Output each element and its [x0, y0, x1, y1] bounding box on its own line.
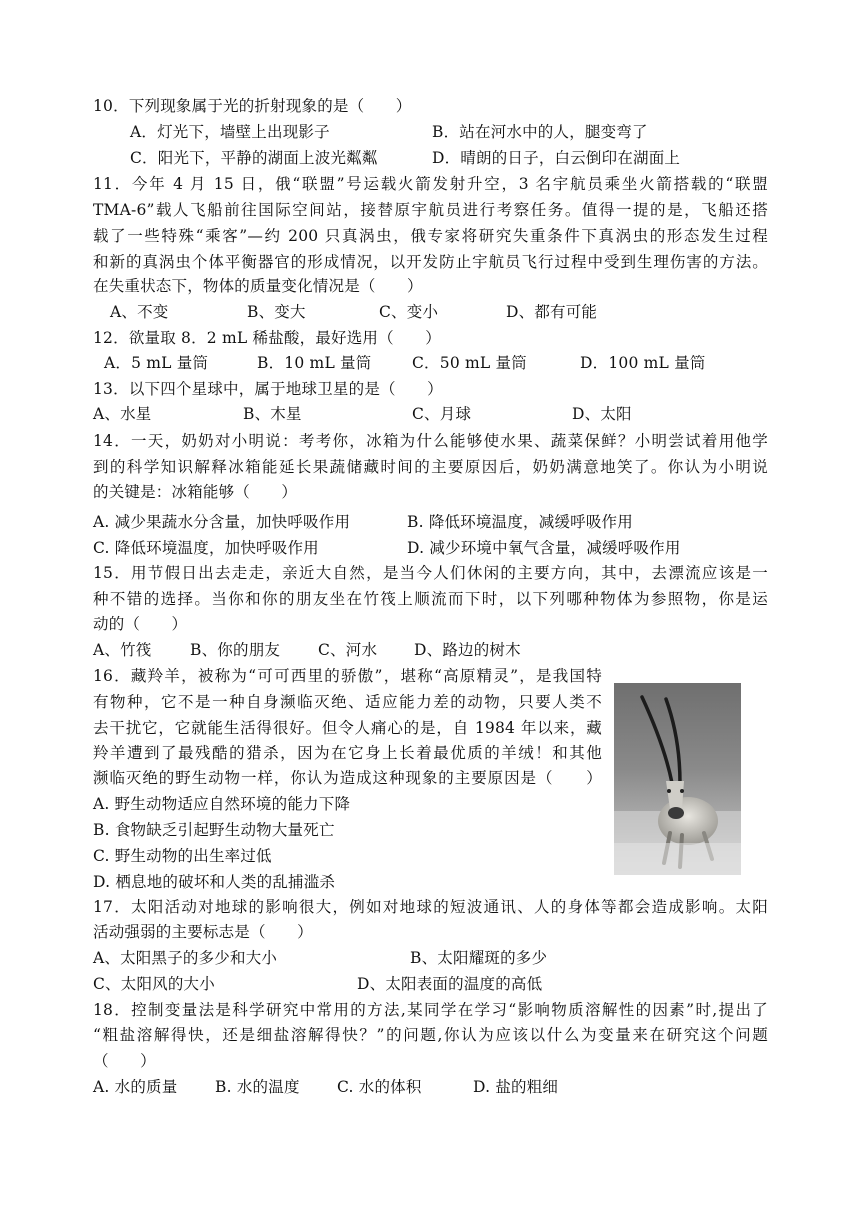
- q14-option-d: D. 减少环境中氧气含量，减缓呼吸作用: [407, 539, 681, 557]
- q11-option-d: D、都有可能: [506, 303, 598, 321]
- q18-option-c: C. 水的体积: [337, 1078, 422, 1096]
- q10-option-b: B．站在河水中的人，腿变弯了: [432, 123, 648, 141]
- q16-option-c: C. 野生动物的出生率过低: [93, 847, 272, 865]
- q10-option-a: A．灯光下，墙壁上出现影子: [130, 123, 330, 141]
- q15-option-c: C、河水: [318, 641, 378, 659]
- q11-stem-line3: 载了一些特殊“乘客”—约 200 只真涡虫，俄专家将研究失重条件下真涡虫的形态发生过程: [93, 227, 768, 245]
- q15-stem-line2: 种不错的选择。当你和你的朋友坐在竹筏上顺流而下时，以下列哪种物体为参照物，你是运: [93, 590, 768, 608]
- q13-option-a: A、水星: [93, 405, 152, 423]
- q13-stem: 13．以下四个星球中，属于地球卫星的是（ ）: [93, 380, 443, 398]
- q12-option-b: B．10 mL 量筒: [257, 354, 372, 372]
- q13-option-d: D、太阳: [572, 405, 632, 423]
- q17-option-c: C、太阳风的大小: [93, 975, 215, 993]
- q14-stem-line1: 14．一天，奶奶对小明说：考考你，冰箱为什么能够使水果、蔬菜保鲜？小明尝试着用他学: [93, 432, 768, 450]
- q14-option-b: B. 降低环境温度，减缓呼吸作用: [407, 513, 633, 531]
- q15-option-a: A、竹筏: [93, 641, 152, 659]
- q18-option-d: D. 盐的粗细: [473, 1078, 559, 1096]
- q18-stem-line1: 18．控制变量法是科学研究中常用的方法,某同学在学习“影响物质溶解性的因素”时,提出了: [93, 1001, 768, 1019]
- q13-option-b: B、木星: [243, 405, 302, 423]
- q11-option-b: B、变大: [247, 303, 306, 321]
- q11-stem-line2: TMA-6”载人飞船前往国际空间站，接替原宇航员进行考察任务。值得一提的是，飞船还搭: [93, 201, 768, 219]
- q15-stem-line3: 动的（ ）: [93, 615, 188, 633]
- q16-option-a: A. 野生动物适应自然环境的能力下降: [93, 795, 351, 813]
- q16-option-d: D. 栖息地的破坏和人类的乱捕滥杀: [93, 873, 336, 891]
- q16-stem-line5: 濒临灭绝的野生动物一样，你认为造成这种现象的主要原因是（ ）: [93, 769, 602, 787]
- q15-option-b: B、你的朋友: [190, 641, 281, 659]
- q11-stem-line5: 在失重状态下，物体的质量变化情况是（ ）: [93, 277, 423, 295]
- q16-stem-line3: 去干扰它，它就能生活得很好。但令人痛心的是，自 1984 年以来，藏: [93, 719, 602, 737]
- q15-option-d: D、路边的树木: [414, 641, 521, 659]
- q16-stem-line1: 16．藏羚羊，被称为“可可西里的骄傲”，堪称“高原精灵”，是我国特: [93, 667, 602, 685]
- q17-option-a: A、太阳黑子的多少和大小: [93, 949, 278, 967]
- q17-option-b: B、太阳耀斑的多少: [410, 949, 548, 967]
- q14-stem-line2: 到的科学知识解释冰箱能延长果蔬储藏时间的主要原因后，奶奶满意地笑了。你认为小明说: [93, 458, 768, 476]
- q14-option-c: C. 降低环境温度，加快呼吸作用: [93, 539, 319, 557]
- q15-stem-line1: 15．用节假日出去走走，亲近大自然，是当今人们休闲的主要方向，其中，去漂流应该是一: [93, 564, 768, 582]
- q17-option-d: D、太阳表面的温度的高低: [357, 975, 543, 993]
- q12-stem: 12．欲量取 8．2 mL 稀盐酸，最好选用（ ）: [93, 329, 441, 347]
- q18-option-a: A. 水的质量: [93, 1078, 178, 1096]
- q11-option-a: A、不变: [110, 303, 169, 321]
- q16-stem-line4: 羚羊遭到了最残酷的猎杀，因为在它身上长着最优质的羊绒！和其他: [93, 744, 602, 762]
- q11-stem-line1: 11．今年 4 月 15 日，俄“联盟”号运载火箭发射升空，3 名宇航员乘坐火箭搭载的“联盟: [93, 175, 768, 193]
- q18-stem-line3: （ ）: [93, 1052, 156, 1070]
- q13-option-c: C、月球: [412, 405, 472, 423]
- q18-stem-line2: “粗盐溶解得快，还是细盐溶解得快？”的问题,你认为应该以什么为变量来在研究这个问题: [93, 1026, 768, 1044]
- q10-option-d: D．晴朗的日子，白云倒印在湖面上: [432, 149, 681, 167]
- q17-stem-line2: 活动强弱的主要标志是（ ）: [93, 923, 313, 941]
- q16-stem-line2: 有物种，它不是一种自身濒临灭绝、适应能力差的动物，只要人类不: [93, 693, 602, 711]
- q10-stem: 10．下列现象属于光的折射现象的是（ ）: [93, 97, 412, 115]
- q10-option-c: C．阳光下，平静的湖面上波光粼粼: [130, 149, 378, 167]
- q14-option-a: A. 减少果蔬水分含量，加快呼吸作用: [93, 513, 351, 531]
- q17-stem-line1: 17．太阳活动对地球的影响很大，例如对地球的短波通讯、人的身体等都会造成影响。太阳: [93, 898, 768, 916]
- q12-option-a: A．5 mL 量筒: [104, 354, 209, 372]
- q18-option-b: B. 水的温度: [215, 1078, 300, 1096]
- q12-option-c: C．50 mL 量筒: [412, 354, 527, 372]
- q14-stem-line3: 的关键是：冰箱能够（ ）: [93, 483, 298, 501]
- q12-option-d: D．100 mL 量筒: [580, 354, 706, 372]
- q16-option-b: B. 食物缺乏引起野生动物大量死亡: [93, 821, 335, 839]
- tibetan-antelope-photo: [614, 683, 741, 875]
- q11-stem-line4: 和新的真涡虫个体平衡器官的形成情况，以开发防止宇航员飞行过程中受到生理伤害的方法。: [93, 253, 768, 271]
- q11-option-c: C、变小: [379, 303, 439, 321]
